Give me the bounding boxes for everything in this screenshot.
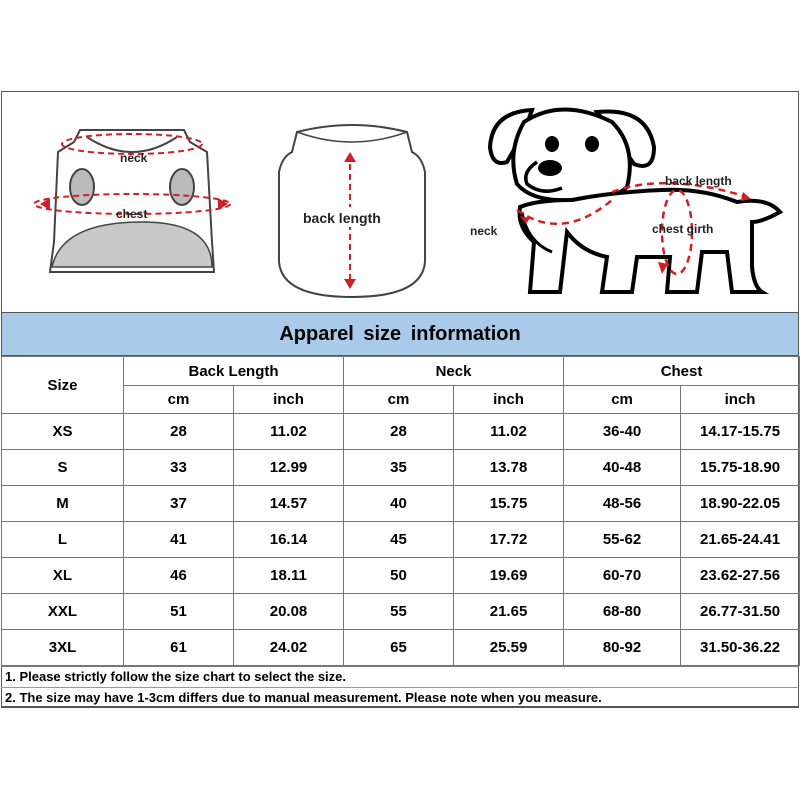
- table-cell: 55: [344, 594, 454, 630]
- table-cell: 28: [344, 414, 454, 450]
- table-cell: 45: [344, 522, 454, 558]
- table-row: [2, 630, 800, 666]
- table-cell: 55-62: [564, 522, 681, 558]
- table-row: [2, 594, 800, 630]
- table-row: [2, 558, 800, 594]
- size-cell: XXL: [2, 594, 124, 630]
- table-cell: 14.57: [234, 486, 344, 522]
- dog-measurement-illustration: [462, 92, 798, 311]
- size-cell: XL: [2, 558, 124, 594]
- table-cell: 11.02: [234, 414, 344, 450]
- group-header-neck: Neck: [344, 357, 564, 386]
- table-cell: 15.75-18.90: [681, 450, 800, 486]
- table-cell: 17.72: [454, 522, 564, 558]
- table-cell: 60-70: [564, 558, 681, 594]
- vest-back-length-label: back length: [303, 210, 381, 226]
- note-line: 2. The size may have 1-3cm differs due to manual measurement. Please note when you measure.: [1, 687, 799, 707]
- group-header-chest: Chest: [564, 357, 800, 386]
- table-cell: 33: [124, 450, 234, 486]
- table-cell: 48-56: [564, 486, 681, 522]
- table-cell: 40-48: [564, 450, 681, 486]
- unit-header: cm: [564, 386, 681, 414]
- vest-front-chest-label: chest: [116, 207, 148, 221]
- size-header: Size: [2, 357, 124, 414]
- table-cell: 12.99: [234, 450, 344, 486]
- table-cell: 13.78: [454, 450, 564, 486]
- table-cell: 40: [344, 486, 454, 522]
- table-cell: 35: [344, 450, 454, 486]
- table-cell: 36-40: [564, 414, 681, 450]
- table-cell: 18.11: [234, 558, 344, 594]
- table-cell: 50: [344, 558, 454, 594]
- table-row: [2, 486, 800, 522]
- table-cell: 26.77-31.50: [681, 594, 800, 630]
- table-cell: 19.69: [454, 558, 564, 594]
- table-row: [2, 450, 800, 486]
- size-cell: M: [2, 486, 124, 522]
- table-cell: 16.14: [234, 522, 344, 558]
- table-cell: 23.62-27.56: [681, 558, 800, 594]
- note-line: 1. Please strictly follow the size chart to select the size.: [5, 669, 347, 684]
- size-cell: 3XL: [2, 630, 124, 666]
- unit-header: cm: [344, 386, 454, 414]
- vest-front-neck-label: neck: [120, 151, 148, 165]
- table-cell: 24.02: [234, 630, 344, 666]
- table-cell: 51: [124, 594, 234, 630]
- dog-chest-girth-label: chest girth: [652, 222, 714, 236]
- dog-neck-label: neck: [470, 224, 498, 238]
- size-cell: L: [2, 522, 124, 558]
- table-title: Apparel size information: [2, 312, 798, 356]
- table-cell: 46: [124, 558, 234, 594]
- vest-front-illustration: [32, 92, 242, 311]
- unit-header: inch: [454, 386, 564, 414]
- measurement-illustrations: [2, 92, 798, 311]
- unit-header: inch: [234, 386, 344, 414]
- vest-back-illustration: [257, 92, 447, 311]
- header-row-groups: [2, 357, 800, 386]
- group-header-back-length: Back Length: [124, 357, 344, 386]
- size-cell: S: [2, 450, 124, 486]
- table-row: [2, 522, 800, 558]
- table-cell: 41: [124, 522, 234, 558]
- table-cell: 18.90-22.05: [681, 486, 800, 522]
- unit-header: cm: [124, 386, 234, 414]
- dog-back-length-label: back length: [665, 174, 732, 188]
- size-table: [1, 356, 800, 666]
- table-cell: 80-92: [564, 630, 681, 666]
- table-cell: 11.02: [454, 414, 564, 450]
- unit-header: inch: [681, 386, 800, 414]
- table-cell: 65: [344, 630, 454, 666]
- table-cell: 21.65-24.41: [681, 522, 800, 558]
- size-cell: XS: [2, 414, 124, 450]
- table-cell: 15.75: [454, 486, 564, 522]
- table-cell: 37: [124, 486, 234, 522]
- notes-section: [1, 666, 799, 708]
- table-cell: 28: [124, 414, 234, 450]
- table-row: [2, 414, 800, 450]
- table-cell: 21.65: [454, 594, 564, 630]
- table-cell: 25.59: [454, 630, 564, 666]
- table-cell: 31.50-36.22: [681, 630, 800, 666]
- table-cell: 61: [124, 630, 234, 666]
- table-cell: 14.17-15.75: [681, 414, 800, 450]
- table-cell: 68-80: [564, 594, 681, 630]
- table-cell: 20.08: [234, 594, 344, 630]
